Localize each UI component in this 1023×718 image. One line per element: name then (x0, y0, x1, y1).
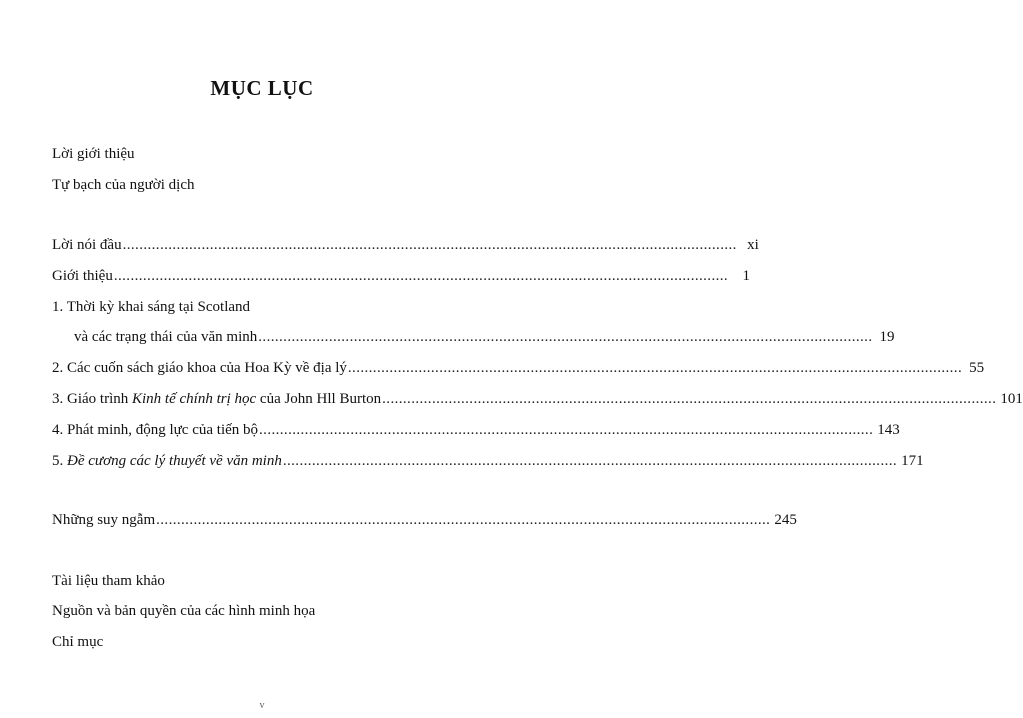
toc-entry-nhung-suy-ngam (52, 509, 797, 531)
toc-entry-loi-gioi-thieu (52, 143, 478, 165)
dot-leader: .................................................................................................................................................... (113, 268, 729, 284)
toc-entry-label (52, 450, 282, 472)
toc-entry-label: 4. Phát minh, động lực của tiến bộ (52, 422, 259, 438)
toc-entry-label: Giới thiệu (52, 268, 113, 284)
toc-entry-label: 1. Thời kỳ khai sáng tại Scotland (52, 299, 251, 315)
toc-entry-label: 2. Các cuốn sách giáo khoa của Hoa Kỳ về địa lý (52, 360, 347, 376)
dot-leader: .................................................................................................................................................... (258, 329, 873, 345)
toc-entry-chi-muc (52, 631, 478, 653)
toc-entry-label (52, 388, 381, 410)
toc-entry-label: Lời nói đầu (52, 237, 122, 253)
toc-entry-label-italic: Kinh tế chính trị học (132, 391, 257, 407)
toc-entry-chapter-5 (52, 450, 924, 472)
toc-entry-chapter-2 (52, 357, 985, 379)
toc-entry-label: Tự bạch của người dịch (52, 177, 195, 193)
toc-entry-chapter-3 (52, 388, 1023, 410)
toc-page-number: 143 (877, 422, 900, 438)
toc-page-number: 55 (969, 360, 985, 376)
toc-entry-label: Những suy ngẫm (52, 512, 156, 528)
dot-leader: .................................................................................................................................................... (122, 237, 737, 253)
footer-page-number: v (259, 700, 265, 711)
toc-entry-chapter-4 (52, 419, 900, 441)
dot-leader: .................................................................................................................................................... (259, 422, 874, 438)
toc-entry-label: và các trạng thái của văn minh (74, 329, 258, 345)
toc-entry-label-suffix: của John Hll Burton (256, 391, 382, 407)
dot-leader: .................................................................................................................................................... (347, 360, 963, 376)
toc-entry-label-italic: Đề cương các lý thuyết về văn minh (67, 453, 282, 469)
toc-entry-nguon-va-ban-quyen (52, 600, 478, 622)
dot-leader: .................................................................................................................................................... (156, 512, 771, 528)
toc-page-number: xi (747, 237, 759, 253)
toc-entry-chapter-1 (52, 296, 478, 318)
toc-page-number: 171 (901, 453, 924, 469)
toc-entry-label: Tài liệu tham khảo (52, 573, 165, 589)
toc-entry-gioi-thieu (52, 265, 751, 287)
toc-entry-label: Lời giới thiệu (52, 146, 135, 162)
toc-entry-label: Nguồn và bản quyền của các hình minh họa (52, 603, 316, 619)
toc-page-number: 245 (774, 512, 797, 528)
toc-page-number: 1 (742, 268, 751, 284)
toc-entry-label: Chỉ mục (52, 634, 104, 650)
toc-entry-label-prefix: 5. (52, 453, 67, 469)
toc-entry-label-prefix: 3. Giáo trình (52, 391, 132, 407)
toc-entry-chapter-1-continued (74, 326, 895, 348)
dot-leader: .................................................................................................................................................... (382, 391, 997, 407)
toc-page-number: 19 (879, 329, 895, 345)
toc-page-number: 101 (1000, 391, 1023, 407)
toc-entry-tu-bach (52, 174, 478, 196)
toc-entry-loi-noi-dau (52, 234, 759, 256)
toc-entry-tai-lieu-tham-khao (52, 570, 478, 592)
dot-leader: .................................................................................................................................................... (282, 453, 898, 469)
page-title: MỤC LỤC (210, 76, 314, 100)
